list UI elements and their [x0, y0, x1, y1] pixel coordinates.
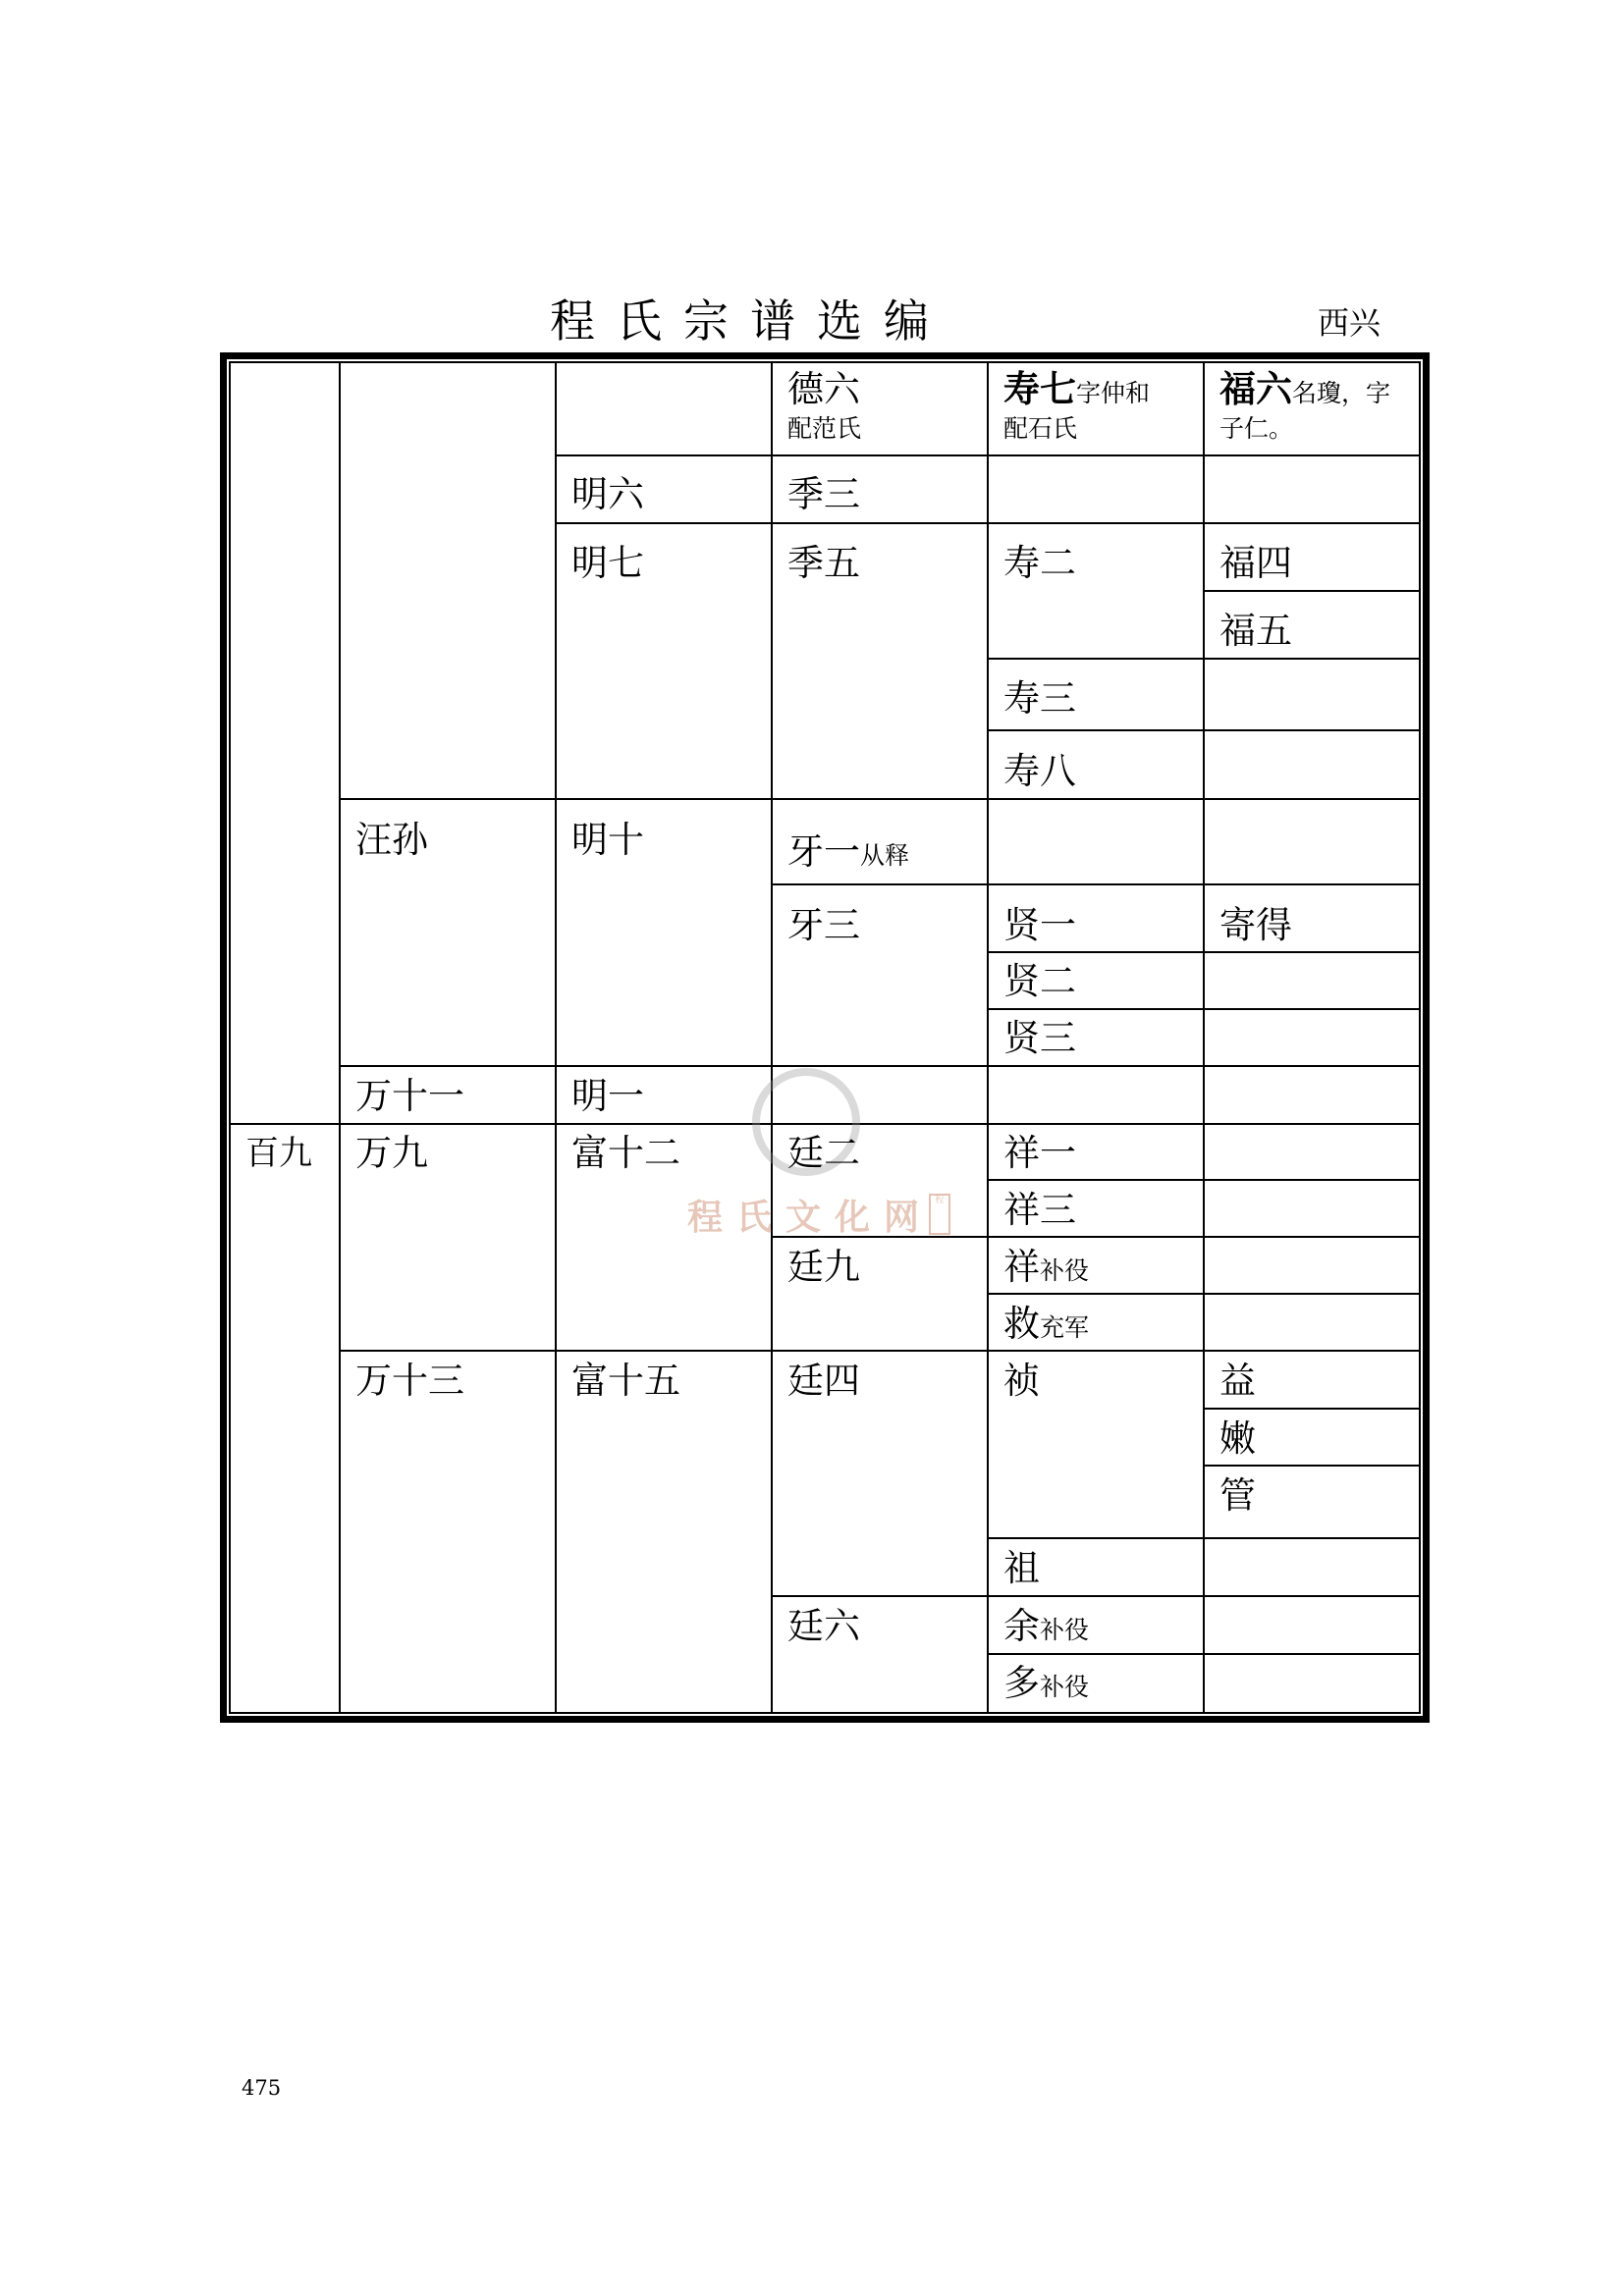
- watermark-text: 程氏文化网: [687, 1197, 934, 1238]
- person-name: 余: [1003, 1605, 1040, 1647]
- row-divider: [340, 1350, 1420, 1352]
- person-name: 救: [1003, 1303, 1040, 1345]
- column-divider: [1203, 362, 1205, 1713]
- person-name: 明一: [571, 1075, 644, 1117]
- person-note: 配石氏: [1003, 414, 1078, 443]
- person-note: 补役: [1040, 1256, 1090, 1285]
- column-divider: [339, 362, 341, 1713]
- person-name: 寿二: [1003, 542, 1076, 584]
- person-name: 明七: [571, 542, 644, 584]
- person-name: 管: [1219, 1474, 1256, 1517]
- watermark-seal: 程: [929, 1194, 950, 1235]
- person-name: 牙一: [787, 830, 860, 873]
- row-divider: [772, 1595, 1420, 1597]
- person-note: 子仁。: [1219, 414, 1294, 443]
- column-divider: [555, 362, 557, 1713]
- row-divider: [988, 1008, 1420, 1010]
- person-name: 德六: [787, 368, 860, 410]
- row-divider: [1204, 1408, 1420, 1410]
- page-number: 475: [242, 2076, 282, 2100]
- person-name: 多: [1003, 1662, 1040, 1704]
- name-cell: [1003, 1245, 1089, 1290]
- person-name: 富十二: [571, 1132, 680, 1174]
- row-divider: [340, 798, 1420, 800]
- person-name: 富十五: [571, 1360, 680, 1402]
- person-name: 贤一: [1003, 904, 1076, 946]
- row-divider: [340, 1065, 1420, 1067]
- person-note: 补役: [1040, 1673, 1090, 1701]
- person-name: 祥一: [1003, 1132, 1076, 1174]
- name-cell: [1003, 1661, 1089, 1706]
- person-note: 字仲和: [1076, 379, 1151, 407]
- person-name: 季三: [787, 473, 860, 515]
- person-name: 寿七: [1003, 368, 1076, 410]
- row-divider: [1204, 590, 1420, 592]
- person-name: 明六: [571, 473, 644, 515]
- person-name: 祯: [1003, 1360, 1040, 1402]
- person-note: 配范氏: [787, 414, 862, 443]
- person-name: 贤三: [1003, 1017, 1076, 1059]
- row-divider: [1204, 1465, 1420, 1467]
- name-cell: [1003, 1302, 1089, 1347]
- name-cell: [1003, 1604, 1089, 1649]
- name-cell: [1003, 367, 1150, 446]
- person-name: 百九: [245, 1134, 312, 1173]
- person-name: 廷六: [787, 1605, 860, 1647]
- region-label: 西兴: [1318, 304, 1381, 342]
- person-name: 福五: [1219, 610, 1292, 652]
- person-name: 嫩: [1219, 1417, 1256, 1460]
- row-divider: [988, 951, 1420, 953]
- person-name: 汪孙: [355, 819, 428, 861]
- person-name: 福四: [1219, 542, 1292, 584]
- person-name: 廷二: [787, 1132, 860, 1174]
- person-name: 祥三: [1003, 1189, 1076, 1231]
- person-name: 祖: [1003, 1547, 1040, 1589]
- name-cell: [787, 367, 861, 446]
- person-name: 寿八: [1003, 750, 1076, 792]
- person-name: 季五: [787, 542, 860, 584]
- person-note: 补役: [1040, 1616, 1090, 1644]
- row-divider: [988, 1653, 1420, 1655]
- person-name: 万九: [355, 1132, 428, 1174]
- person-name: 寿三: [1003, 677, 1076, 720]
- person-name: 贤二: [1003, 960, 1076, 1002]
- row-divider: [556, 522, 1420, 524]
- person-note: 充军: [1040, 1313, 1090, 1342]
- row-divider: [988, 658, 1420, 660]
- person-note: 从释: [860, 841, 910, 870]
- name-cell: [787, 829, 909, 875]
- person-name: 廷四: [787, 1360, 860, 1402]
- person-name: 廷九: [787, 1246, 860, 1288]
- row-divider: [772, 883, 1420, 885]
- row-divider: [988, 1537, 1420, 1539]
- person-name: 万十三: [355, 1360, 464, 1402]
- row-divider: [988, 1293, 1420, 1295]
- page-title: 程氏宗谱选编: [550, 294, 950, 347]
- person-note: 名瓊，字: [1292, 379, 1391, 407]
- person-name: 祥: [1003, 1246, 1040, 1288]
- person-name: 寄得: [1219, 904, 1292, 946]
- column-divider: [771, 362, 773, 1713]
- person-name: 万十一: [355, 1075, 464, 1117]
- name-cell: [1219, 367, 1390, 446]
- person-name: 福六: [1219, 368, 1292, 410]
- row-divider: [988, 729, 1420, 731]
- person-name: 牙三: [787, 904, 860, 946]
- column-divider: [987, 362, 989, 1713]
- person-name: 明十: [571, 819, 644, 861]
- row-divider: [988, 1179, 1420, 1181]
- person-name: 益: [1219, 1360, 1256, 1402]
- row-divider: [556, 454, 1420, 456]
